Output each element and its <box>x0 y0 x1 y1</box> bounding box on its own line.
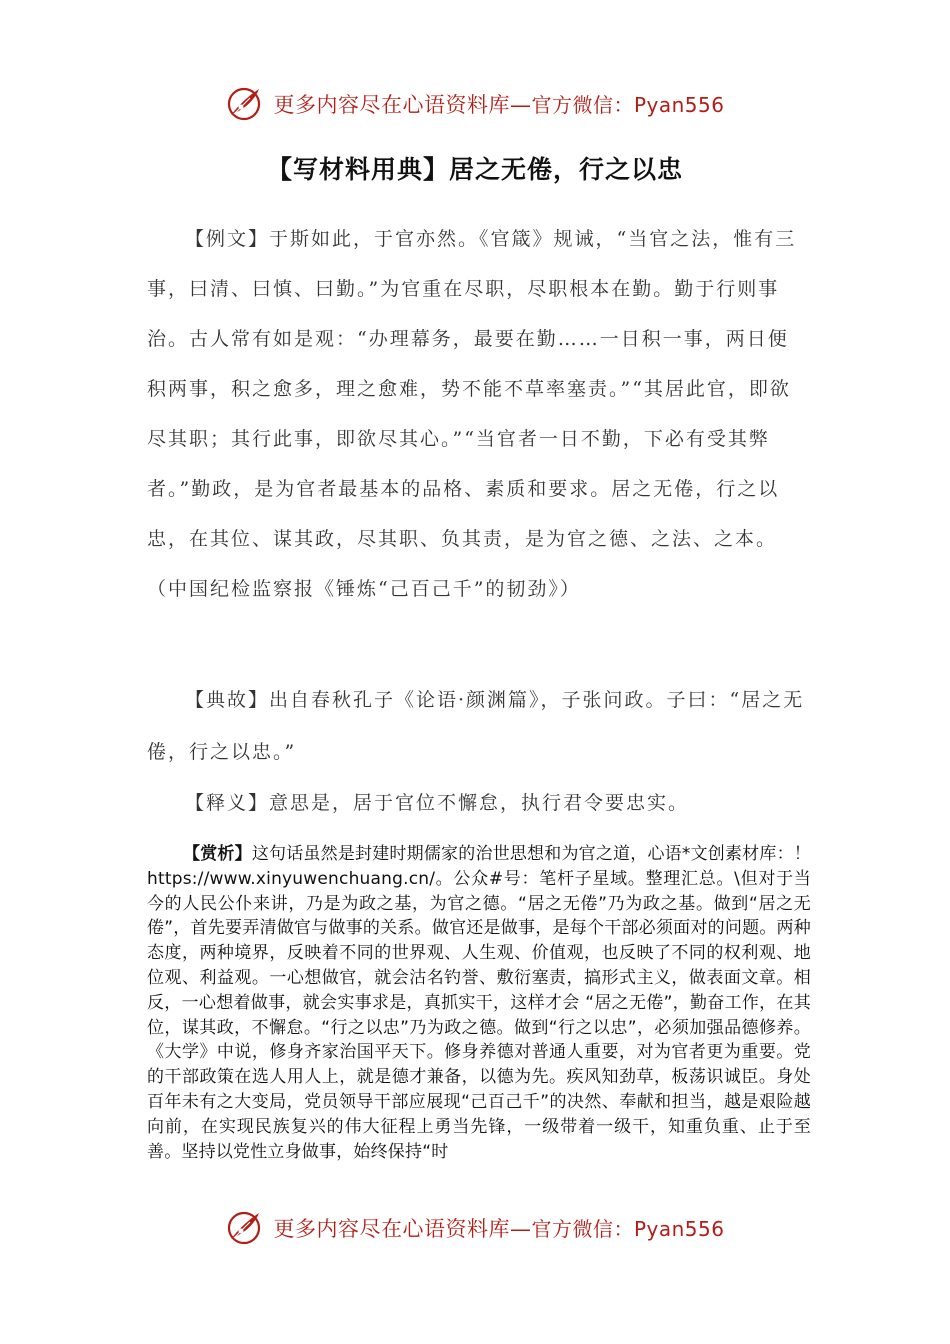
example-paragraph <box>147 214 807 614</box>
banner-text <box>273 89 724 119</box>
banner-wechat-text: 官方微信：Pyan556 <box>531 93 725 117</box>
footer-banner-text <box>273 1213 724 1243</box>
footer-banner <box>0 1206 950 1250</box>
analysis-text: 这句话虽然是封建时期儒家的治世思想和为官之道，心语*文创素材库：！https://www.xinyuwenchuang.cn/。公众#号：笔杆子星域。整理汇总。\但对于当今的人民公仆来讲，乃是为政之基，为官之德。“居之无倦”乃为政之基。做到“居之无倦”，首先要弄清做官与做事的关系。做官还是做事，是每个干部必须面对的问题。两种态度，两种境界，反映着不同的世界观、人生观、价值观，也反映了不同的权利观、地位观、利益观。一心想做官，就会沽名钓誉、敷衍塞责，搞形式主义，做表面文章。相反，一心想着做事，就会实事求是，真抓实干，这样才会 “居之无倦”，勤奋工作，在其位，谋其政，不懈怠。“行之以忠”乃为政之德。做到“行之以忠”，必须加强品德修养。《大学》中说，修身齐家治国平天下。修身养德对普通人重要，对为官者更为重要。党的干部政策在选人用人上，就是德才兼备，以德为先。疾风知劲草，板荡识诚臣。身处百年未有之大变局，党员领导干部应展现“己百己千”的决然、奉献和担当，越是艰险越向前，在实现民族复兴的伟大征程上勇当先锋，一级带着一级干，知重负重、止于至善。坚持以党性立身做事，始终保持“时 <box>147 844 811 1162</box>
analysis-label: 【赏析】 <box>183 844 252 864</box>
example-label: 【例文】 <box>185 228 270 250</box>
header-banner <box>0 82 950 126</box>
example-text: 于斯如此，于官亦然。《官箴》规诫，“当官之法，惟有三事，曰清、曰慎、曰勤。”为官重在尽职，尽职根本在勤。勤于行则事治。古人常有如是观：“办理幕务，最要在勤……一日积一事，两日便积两事，积之愈多，理之愈难，势不能不草率塞责。”“其居此官，即欲尽其职；其行此事，即欲尽其心。”“当官者一日不勤，下必有受其弊者。”勤政，是为官者最基本的品格、素质和要求。居之无倦，行之以忠，在其位、谋其政，尽其职、负其责，是为官之德、之法、之本。（中国纪检监察报《锤炼“己百己千”的韧劲》） <box>147 228 797 600</box>
footer-banner-main-text: 更多内容尽在心语资料库 <box>273 1217 510 1241</box>
page-title: 【写材料用典】居之无倦，行之以忠 <box>266 155 683 184</box>
analysis-paragraph <box>147 842 811 1164</box>
meaning-label: 【释义】 <box>185 792 270 814</box>
allusion-paragraph <box>147 674 807 778</box>
banner-main-text: 更多内容尽在心语资料库 <box>273 93 510 117</box>
banner-dash: — <box>509 93 532 117</box>
footer-banner-dash: — <box>509 1217 532 1241</box>
quill-pen-logo-icon <box>225 1209 263 1247</box>
meaning-paragraph <box>147 778 807 828</box>
footer-banner-wechat-text: 官方微信：Pyan556 <box>531 1217 725 1241</box>
quill-pen-logo-icon <box>225 85 263 123</box>
allusion-label: 【典故】 <box>185 689 270 711</box>
meaning-text: 意思是，居于官位不懈怠，执行君令要忠实。 <box>269 792 690 814</box>
allusion-text: 出自春秋孔子《论语·颜渊篇》，子张问政。子曰：“居之无倦，行之以忠。” <box>147 689 805 763</box>
